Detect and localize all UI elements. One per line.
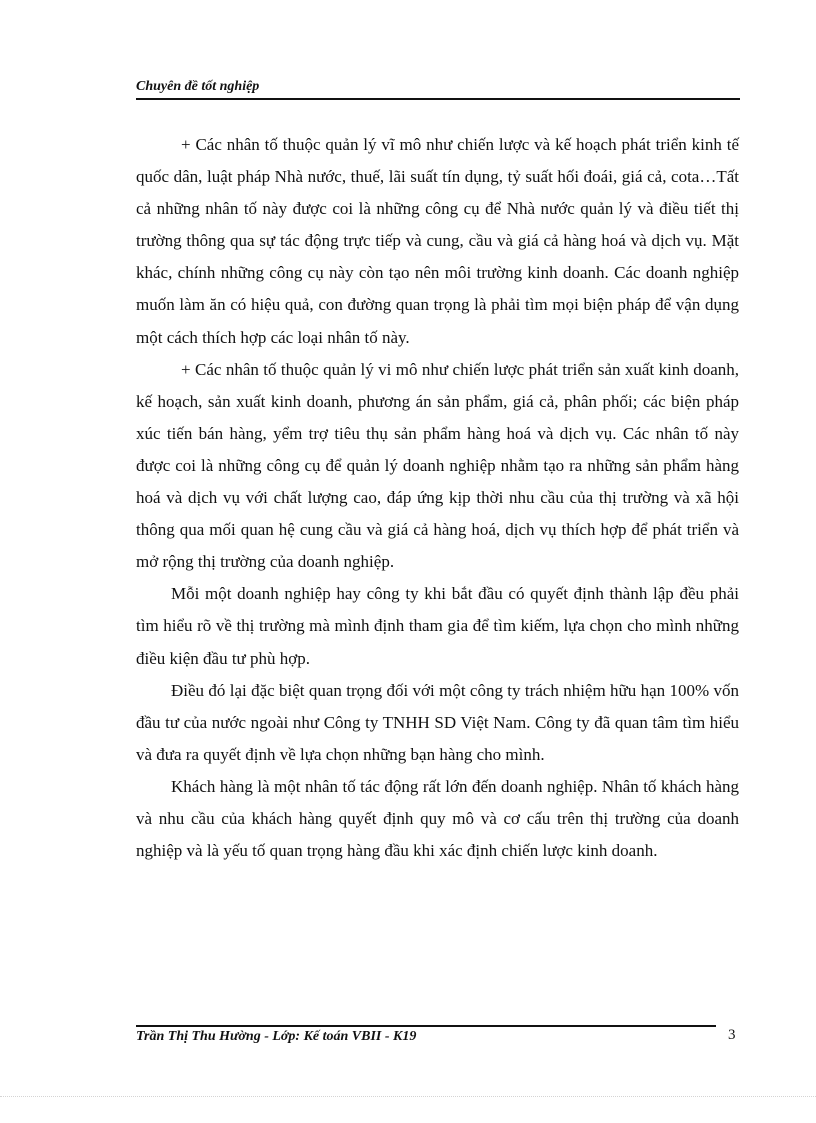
header-title: Chuyên đề tốt nghiệp bbox=[136, 79, 260, 94]
paragraph-market-research: Mỗi một doanh nghiệp hay công ty khi bắt đầu có quyết định thành lập đều phải tìm hiểu rõ về thị trường mà mình định tham gia để tìm kiếm, lựa chọn cho mình những điều kiện đầu tư phù hợp. bbox=[136, 584, 739, 668]
paragraph-company-importance: Điều đó lại đặc biệt quan trọng đối với một công ty trách nhiệm hữu hạn 100% vốn đầu tư của nước ngoài như Công ty TNHH SD Việt Nam. Công ty đã quan tâm tìm hiểu và đưa ra quyết định về lựa chọn những bạn hàng cho mình. bbox=[136, 680, 739, 764]
page-header bbox=[136, 76, 740, 100]
page-edge-divider bbox=[0, 1096, 816, 1097]
page-number: 3 bbox=[728, 1027, 736, 1043]
paragraph-macro-factors: + Các nhân tố thuộc quản lý vĩ mô như chiến lược và kế hoạch phát triển kinh tế quốc dân, luật pháp Nhà nước, thuế, lãi suất tín dụng, tỷ suất hối đoái, giá cả, cota…Tất cả những nhân tố này được coi là những công cụ để Nhà nước quản lý và điều tiết thị trường thông qua sự tác động trực tiếp và cung, cầu và giá cả hàng hoá và dịch vụ. Mặt khác, chính những công cụ này còn tạo nên môi trường kinh doanh. Các doanh nghiệp muốn làm ăn có hiệu quả, con đường quan trọng là phải tìm mọi biện pháp để vận dụng một cách thích hợp các loại nhân tố này. bbox=[136, 135, 739, 347]
footer-divider bbox=[136, 1025, 716, 1027]
paragraph-micro-factors: + Các nhân tố thuộc quản lý vi mô như chiến lược phát triển sản xuất kinh doanh, kế hoạch, sản xuất kinh doanh, phương án sản phẩm, giá cả, phân phối; các biện pháp xúc tiến bán hàng, yểm trợ tiêu thụ sản phẩm hàng hoá và dịch vụ. Các nhân tố này được coi là những công cụ để quản lý doanh nghiệp nhằm tạo ra những sản phẩm hàng hoá và dịch vụ với chất lượng cao, đáp ứng kịp thời nhu cầu của thị trường và xã hội thông qua mối quan hệ cung cầu và giá cả hàng hoá, dịch vụ thích hợp để phát triển và mở rộng thị trường của doanh nghiệp. bbox=[136, 359, 739, 572]
paragraph-customers: Khách hàng là một nhân tố tác động rất lớn đến doanh nghiệp. Nhân tố khách hàng và nhu cầu của khách hàng quyết định quy mô và cơ cấu trên thị trường của doanh nghiệp và là yếu tố quan trọng hàng đầu khi xác định chiến lược kinh doanh. bbox=[136, 776, 739, 861]
footer-author: Trần Thị Thu Hường - Lớp: Kế toán VBII - K19 bbox=[136, 1029, 417, 1044]
document-body bbox=[136, 129, 739, 867]
